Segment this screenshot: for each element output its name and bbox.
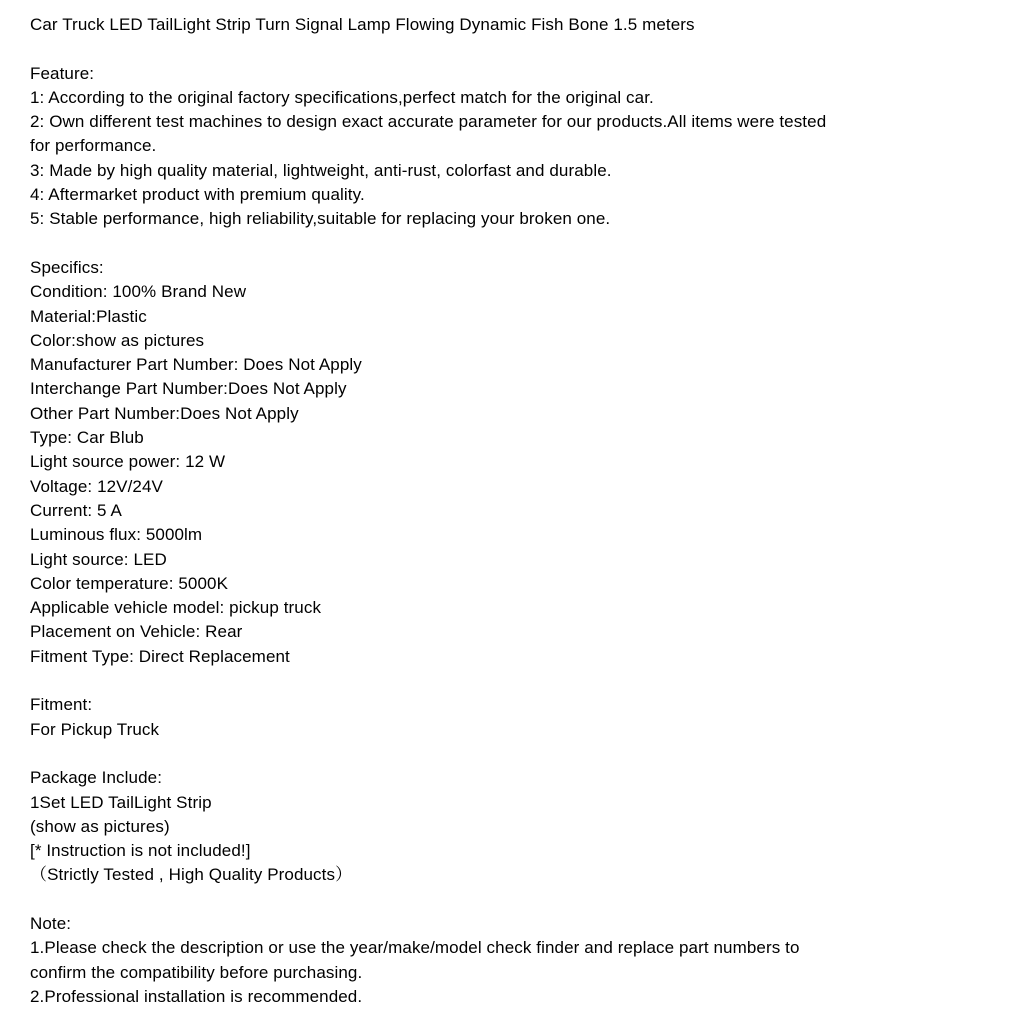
text-line: (show as pictures) (30, 816, 170, 836)
section-heading: Package Include: (30, 768, 163, 788)
section-heading: Fitment: (30, 695, 93, 715)
section-feature (30, 37, 1000, 231)
text-line: 3: Made by high quality material, lightweight, anti-rust, colorfast and durable. (30, 160, 612, 180)
text-line: Material:Plastic (30, 306, 147, 326)
text-line: Current: 5 A (30, 500, 122, 520)
text-line: For Pickup Truck (30, 719, 160, 739)
text-line: Color temperature: 5000K (30, 573, 229, 593)
text-line: Type: Car Blub (30, 428, 144, 448)
text-line: 4: Aftermarket product with premium quality. (30, 185, 365, 205)
text-line: Other Part Number:Does Not Apply (30, 403, 299, 423)
blank-line (30, 888, 1000, 912)
text-line: （Strictly Tested , High Quality Products） (30, 865, 353, 885)
text-line: 1: According to the original factory specifications,perfect match for the original car. (30, 87, 654, 107)
text-line: Voltage: 12V/24V (30, 476, 163, 496)
text-line: [* Instruction is not included!] (30, 841, 251, 861)
text-line: Interchange Part Number:Does Not Apply (30, 379, 347, 399)
section-heading: Specifics: (30, 257, 104, 277)
text-line: Applicable vehicle model: pickup truck (30, 598, 322, 618)
blank-line (30, 37, 1000, 61)
text-line: Fitment Type: Direct Replacement (30, 646, 290, 666)
section-heading: Note: (30, 913, 72, 933)
blank-line (30, 669, 1000, 693)
text-line: confirm the compatibility before purchasing. (30, 962, 363, 982)
section-note (30, 888, 1000, 1009)
section-fitment (30, 669, 1000, 742)
text-line: Luminous flux: 5000lm (30, 525, 203, 545)
text-line: 1.Please check the description or use the year/make/model check finder and replace part numbers to (30, 938, 800, 958)
text-line: Manufacturer Part Number: Does Not Apply (30, 355, 362, 375)
text-line: Light source: LED (30, 549, 167, 569)
text-line: Placement on Vehicle: Rear (30, 622, 243, 642)
section-heading: Feature: (30, 63, 95, 83)
text-line: for performance. (30, 136, 157, 156)
text-line: 2: Own different test machines to design exact accurate parameter for our products.All items were tested (30, 112, 827, 132)
text-line: Light source power: 12 W (30, 452, 226, 472)
text-line: 2.Professional installation is recommended. (30, 986, 363, 1006)
text-line: Condition: 100% Brand New (30, 282, 247, 302)
product-title: Car Truck LED TailLight Strip Turn Signal Lamp Flowing Dynamic Fish Bone 1.5 meters (30, 15, 695, 34)
section-specifics (30, 232, 1000, 669)
text-line: 5: Stable performance, high reliability,suitable for replacing your broken one. (30, 209, 611, 229)
text-line: 1Set LED TailLight Strip (30, 792, 212, 812)
section-package-include (30, 742, 1000, 888)
text-line: Color:show as pictures (30, 330, 205, 350)
blank-line (30, 742, 1000, 766)
description-sections (30, 37, 1000, 1009)
blank-line (30, 232, 1000, 256)
